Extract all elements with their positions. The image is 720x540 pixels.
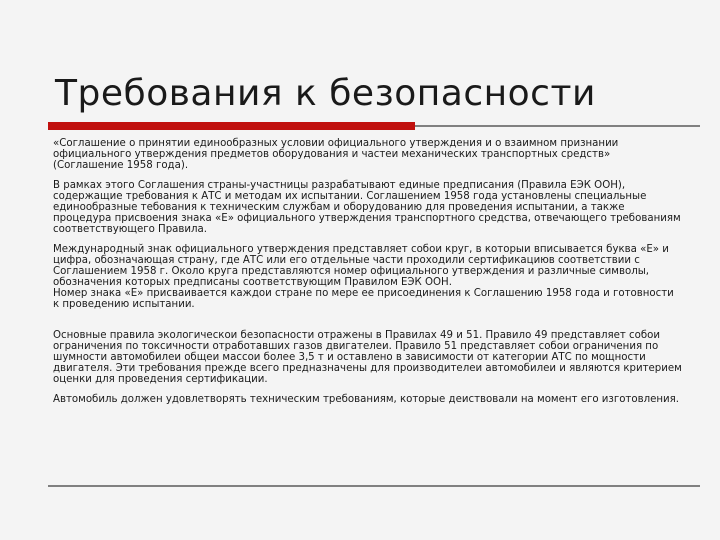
slide-title: Требования к безопасности xyxy=(55,73,596,114)
paragraph-agreement: «Соглашение о принятии единообразных условии официального утверждения и о взаимном признании официального утверждения предметов оборудования и частеи механических транспортных средств» (Соглашение 1958 года). xyxy=(53,138,619,171)
paragraph-mark-number: Номер знака «Е» присваивается каждои стране по мере ее присоединения к Соглашению 1958 года и готовности к проведению испытании. xyxy=(53,288,674,310)
title-accent-bar xyxy=(48,122,415,130)
paragraph-ecology-rules: Основные правила экологическои безопасности отражены в Правилах 49 и 51. Правило 49 представляет собои ограничения по токсичности отработавших газов двигателеи. Правило 51 представляет собои ограничения по шумности автомобилеи общеи массои более 3,5 т и оставлено в зависимости от категории АТС по мощности двигателя. Эти требования прежде всего предназначены для производителеи автомобилеи и являются критерием оценки для проведения сертификации. xyxy=(53,330,682,385)
paragraph-vehicle-compliance: Автомобиль должен удовлетворять техническим требованиям, которые деиствовали на момент его изготовления. xyxy=(53,394,680,405)
paragraph-framework: В рамках этого Соглашения страны-участницы разрабатывают единые предписания (Правила ЕЭК ООН), содержащие требования к АТС и методам их испытании. Соглашением 1958 года установлены специальные единообразные тебования к техническим службам и оборудованию для проведения испытании, а также процедура присвоения знака «Е» официального утверждения транспортного средства, отвечающего требованиям соответствующего Правила. xyxy=(53,180,681,235)
paragraph-international-mark: Международный знак официального утверждения представляет собои круг, в которыи вписывается буква «Е» и цифра, обозначающая страну, где АТС или его отдельные части проходили сертификациюв соответствии с Соглашением 1958 г. Около круга представляются номер официального утверждения и различные символы, обозначения которых предписаны соответствующим Правилом ЕЭК ООН. xyxy=(53,244,669,288)
bottom-divider xyxy=(48,485,700,487)
slide-body xyxy=(53,138,683,414)
